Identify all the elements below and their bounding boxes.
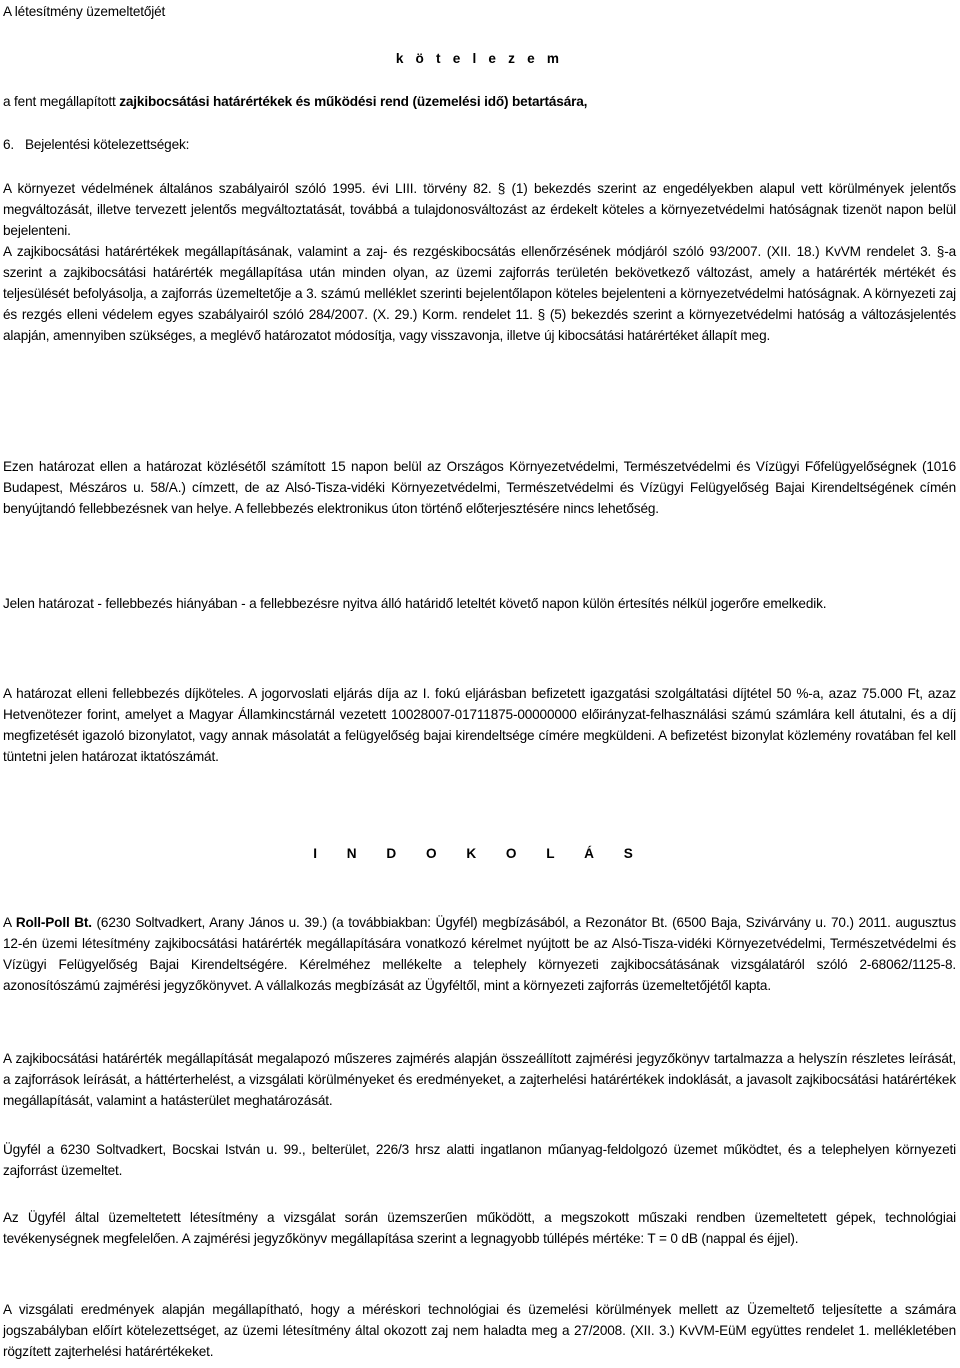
finality-paragraph: Jelen határozat - fellebbezés hiányában - a fellebbezésre nyitva álló határidő leteltét követő napon külön értesítés nélkül jogerőre emelkedik.	[3, 596, 827, 611]
fee-paragraph: A határozat elleni fellebbezés díjköteles. A jogorvoslati eljárás díja az I. fokú eljárásban befizetett igazgatási szolgáltatási díjtétel 50 %-a, azaz 75.000 Ft, azaz Hetvenötezer forint, amelyet a Magyar Államkincstárnál vezetett 10028007-01711875-00000000 előirányzat-felhasználási számú számlára kell átutalni, és a díj megfizetését igazoló bizonylatot, vagy annak másolatát a felügyelőség bajai kirendeltsége címére megküldeni. A befizetést bizonylat közlemény rovatában fel kell tüntetni jelen határozat iktatószámát.	[3, 686, 956, 764]
measurement-paragraph: A zajkibocsátási határérték megállapítását megalapozó műszeres zajmérés alapján összeállított zajmérési jegyzőkönyv tartalmazza a helyszín részletes leírását, a zajforrások leírását, a háttérterhelést, a vizsgálati körülményeket és eredményeket, a zajterhelési határértékek indoklását, a javasolt zajkibocsátási határértékek megállapítását, valamint a hatásterület meghatározását.	[3, 1051, 956, 1108]
result-paragraph: A vizsgálati eredmények alapján megállapítható, hogy a méréskori technológiai és üzemelési körülmények mellett az Üzemeltető teljesítette a számára jogszabályban előírt kötelezettséget, az üzemi létesítmény által okozott zaj nem haladta meg a 27/2008. (XII. 3.) KvVM-EüM együttes rendelet 1. mellékletében rögzített zajterhelési határértékeket.	[3, 1302, 956, 1359]
heading-line: A létesítmény üzemeltetőjét	[3, 4, 166, 19]
company-name: Roll-Poll Bt.	[15, 915, 92, 930]
section-number: 6.	[3, 137, 15, 152]
notice-law-text: A környezet védelmének általános szabályairól szóló 1995. évi LIII. törvény 82. § (1) bekezdés szerint az engedélyekben alapul vett körülmények jelentős megváltozását, illetve tervezett jelentős megváltoztatását, továbbá a tulajdonosváltozást az érdekelt köteles a környezetvédelmi hatóságnak tizenöt napon belül bejelenteni.	[3, 181, 956, 238]
indokolas-heading	[3, 843, 956, 864]
kotelezem-text: k ö t e l e z e m	[395, 51, 564, 66]
notice-decree-text: A zajkibocsátási határértékek megállapításának, valamint a zaj- és rezgéskibocsátás ellenőrzésének módjáról szóló 93/2007. (XII. 18.) KvVM rendelet 3. §-a szerint a zajkibocsátási határérték megállapítása után minden olyan, az üzemi zajforrás területén bekövetkező változást, amely a határérték mértékét és teljesülését befolyásolja, a zajforrás üzemeltetője a 3. számú melléklet szerinti bejelentőlapon köteles bejelenteni a környezetvédelmi hatóságnak. A környezeti zaj és rezgés elleni védelem egyes szabályairól szóló 284/2007. (X. 29.) Korm. rendelet 11. § (5) bekezdés szerint a környezetvédelmi hatóság a változásjelentés alapján, amennyiben szükséges, a meglévő határozatot módosítja, vagy visszavonja, illetve új kibocsátási határértéket állapít meg.	[3, 244, 956, 343]
request-text: (6230 Soltvadkert, Arany János u. 39.) (a továbbiakban: Ügyfél) megbízásából, a Rezonátor Bt. (6500 Baja, Szivárvány u. 70.) 2011. augusztus 12-én üzemi létesítmény zajkibocsátási határérték megállapítására vonatkozó kérelmet nyújtott be az Alsó-Tisza-vidéki Környezetvédelmi, Természetvédelmi és Vízügyi Felügyelőség Bajai Kirendeltségére. Kérelméhez mellékelte a telephely környezeti zajkibocsátásának vizsgálatáról szóló 2-68062/1125-8. azonosítószámú zajmérési jegyzőkönyvet. A vállalkozás megbízását az Ügyféltől, mint a környezeti zajforrás üzemeltetőjétől kapta.	[3, 915, 956, 993]
notice-paragraph	[3, 178, 956, 346]
operation-paragraph: Az Ügyfél által üzemeltetett létesítmény a vizsgálat során üzemszerűen működött, a megszokott műszaki rendben üzemeltetett gépek, technológiai tevékenységnek megfelelően. A zajmérési jegyzőkönyv megállapítása szerint a legnagyobb túllépés mértéke: T = 0 dB (nappal és éjjel).	[3, 1210, 956, 1246]
client-paragraph: Ügyfél a 6230 Soltvadkert, Bocskai István u. 99., belterület, 226/3 hrsz alatti ingatlanon műanyag-feldolgozó üzemet működtet, és a telephelyen környezeti zajforrást üzemeltet.	[3, 1142, 956, 1178]
appeal-paragraph: Ezen határozat ellen a határozat közlésétől számított 15 napon belül az Országos Környezetvédelmi, Természetvédelmi és Vízügyi Főfelügyelőségnek (1016 Budapest, Mészáros u. 58/A.) címzett, de az Alsó-Tisza-vidéki Környezetvédelmi, Természetvédelmi és Vízügyi Felügyelőség Bajai Kirendeltségének címén benyújtandó fellebbezésnek van helye. A fellebbezés elektronikus úton történő előterjesztésére nincs lehetőség.	[3, 459, 956, 516]
indokolas-text: I N D O K O L Á S	[313, 846, 646, 861]
section-title: Bejelentési kötelezettségek:	[24, 137, 190, 152]
section-6-heading	[3, 134, 956, 155]
request-paragraph	[3, 912, 956, 996]
intro-text: a fent megállapított	[3, 94, 120, 109]
intro-bold: zajkibocsátási határértékek és működési rend (üzemelési idő) betartására,	[119, 94, 588, 109]
request-lead: A	[3, 915, 16, 930]
kotelezem-heading	[3, 48, 956, 69]
intro-line	[3, 91, 956, 112]
